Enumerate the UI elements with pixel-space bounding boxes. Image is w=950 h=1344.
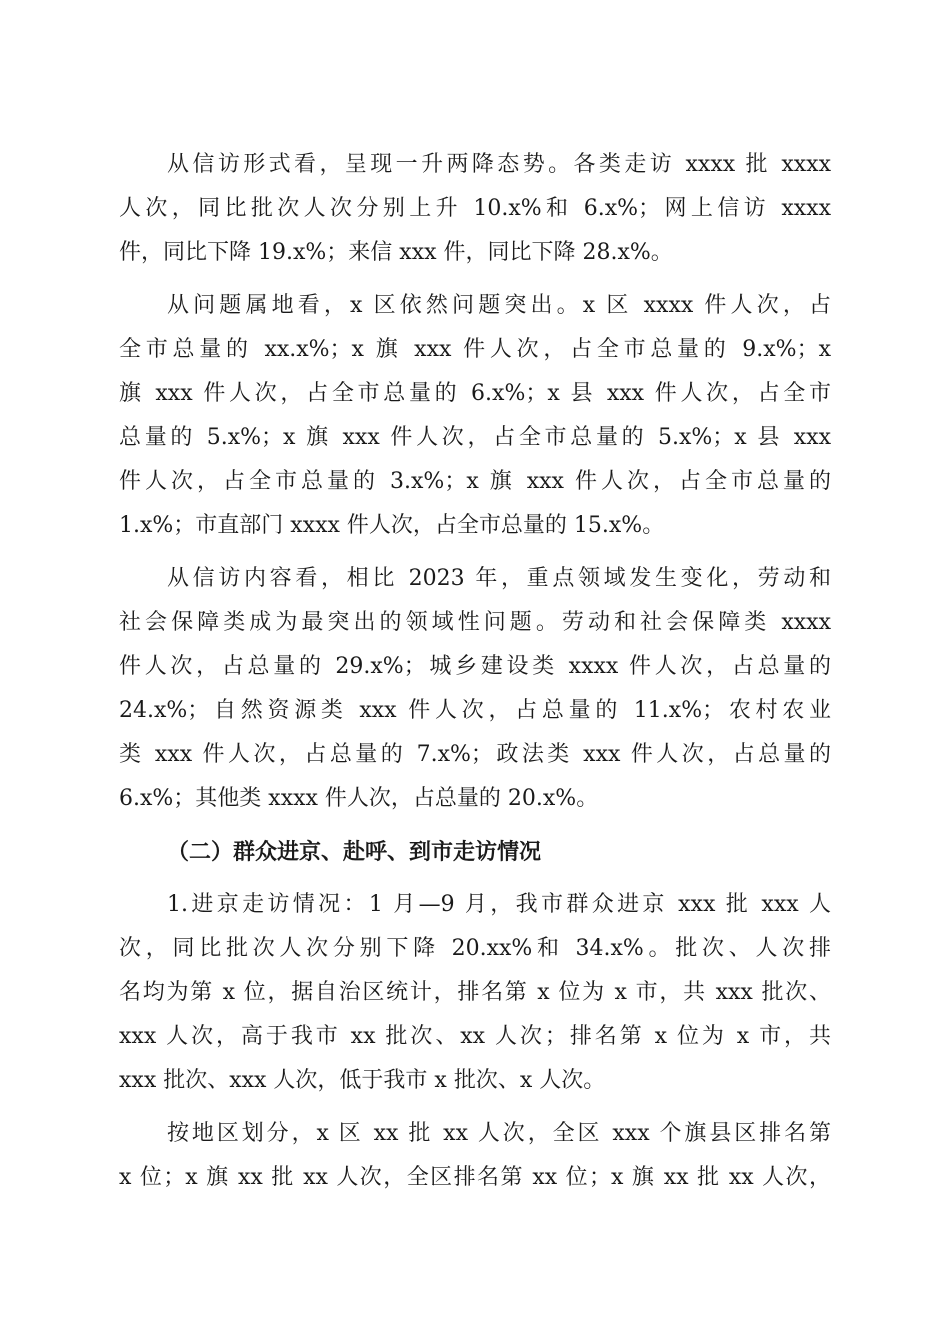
- paragraph-line: 社会保障类成为最突出的领域性问题。劳动和社会保障类 xxxx: [119, 610, 831, 635]
- paragraph-line: 从信访内容看，相比 2023 年，重点领域发生变化，劳动和: [167, 566, 831, 591]
- paragraph: [119, 557, 831, 821]
- paragraph-line: 从信访形式看，呈现一升两降态势。各类走访 xxxx 批 xxxx: [167, 152, 831, 177]
- paragraph-line: 旗 xxx 件人次，占全市总量的 6.x%；x 县 xxx 件人次，占全市: [119, 381, 831, 406]
- paragraph-line: xxx 人次，高于我市 xx 批次、xx 人次；排名第 x 位为 x 市，共: [119, 1024, 831, 1049]
- paragraph: [119, 1112, 831, 1200]
- paragraph: [119, 143, 831, 275]
- paragraph-line: 人次，同比批次人次分别上升 10.x%和 6.x%；网上信访 xxxx: [119, 196, 831, 221]
- paragraph-line: 件人次，占总量的 29.x%；城乡建设类 xxxx 件人次，占总量的: [119, 654, 831, 679]
- paragraph-line: 1.进京走访情况：1 月—9 月，我市群众进京 xxx 批 xxx 人: [167, 892, 831, 917]
- paragraph-line: 全市总量的 xx.x%；x 旗 xxx 件人次，占全市总量的 9.x%；x: [119, 337, 831, 362]
- paragraph-gap: [119, 874, 831, 883]
- paragraph-line: 类 xxx 件人次，占总量的 7.x%；政法类 xxx 件人次，占总量的: [119, 742, 831, 767]
- paragraph-line: 名均为第 x 位，据自治区统计，排名第 x 位为 x 市，共 xxx 批次、: [119, 980, 831, 1005]
- paragraph-gap: [119, 1103, 831, 1112]
- paragraph-line: x 位；x 旗 xx 批 xx 人次，全区排名第 xx 位；x 旗 xx 批 xx 人次，: [119, 1165, 831, 1190]
- paragraph-line: 件，同比下降 19.x%；来信 xxx 件，同比下降 28.x%。: [119, 240, 673, 265]
- paragraph-line: xxx 批次、xxx 人次，低于我市 x 批次、x 人次。: [119, 1068, 606, 1093]
- section-heading: [119, 830, 831, 874]
- paragraph-line: 件人次，占全市总量的 3.x%；x 旗 xxx 件人次，占全市总量的: [119, 469, 831, 494]
- paragraph-gap: [119, 275, 831, 284]
- heading-text: （二）群众进京、赴呼、到市走访情况: [167, 839, 542, 865]
- paragraph-gap: [119, 821, 831, 830]
- paragraph-line: 1.x%；市直部门 xxxx 件人次，占全市总量的 15.x%。: [119, 513, 665, 538]
- paragraph-line: 总量的 5.x%；x 旗 xxx 件人次，占全市总量的 5.x%；x 县 xxx: [119, 425, 831, 450]
- paragraph-line: 从问题属地看，x 区依然问题突出。x 区 xxxx 件人次，占: [167, 293, 831, 318]
- paragraph-gap: [119, 548, 831, 557]
- paragraph: [119, 284, 831, 548]
- paragraph: [119, 883, 831, 1103]
- document-body: [119, 143, 831, 1200]
- paragraph-line: 按地区划分，x 区 xx 批 xx 人次，全区 xxx 个旗县区排名第: [167, 1121, 831, 1146]
- paragraph-line: 24.x%；自然资源类 xxx 件人次，占总量的 11.x%；农村农业: [119, 698, 831, 723]
- paragraph-line: 次，同比批次人次分别下降 20.xx%和 34.x%。批次、人次排: [119, 936, 831, 961]
- paragraph-line: 6.x%；其他类 xxxx 件人次，占总量的 20.x%。: [119, 786, 599, 811]
